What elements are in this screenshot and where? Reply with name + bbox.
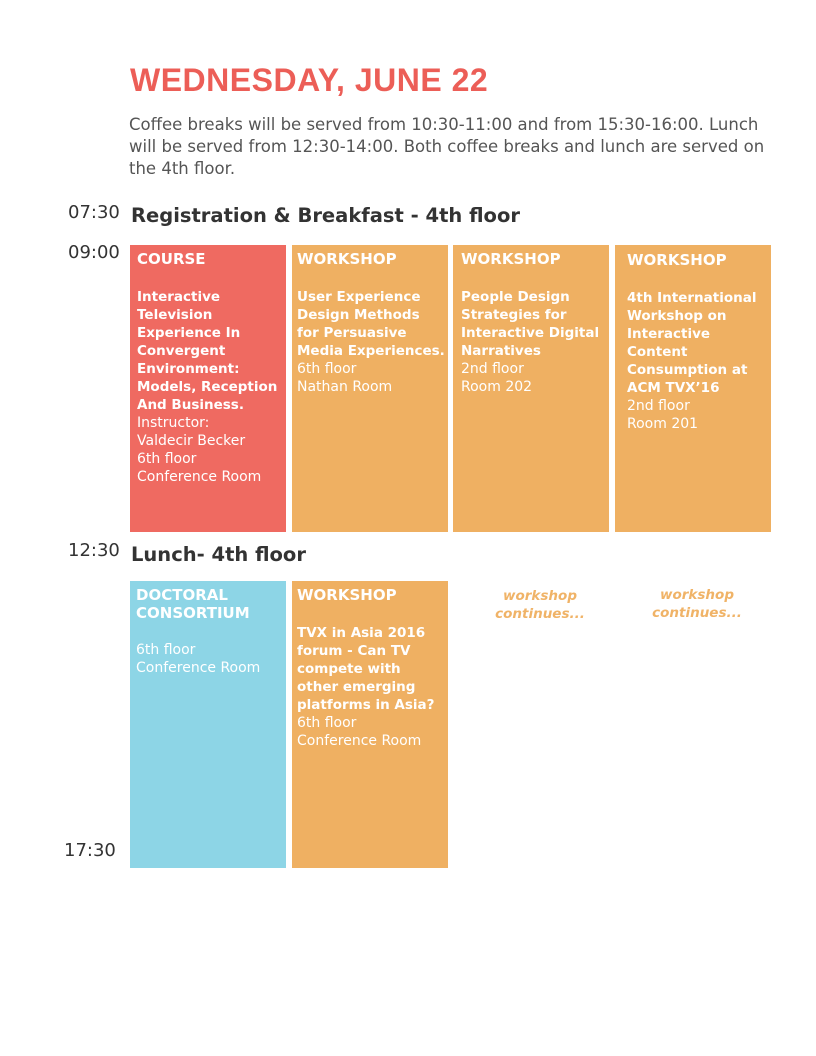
- workshop-card-tvx-asia[interactable]: [292, 581, 448, 868]
- course-card[interactable]: [130, 245, 286, 532]
- page-title: WEDNESDAY, JUNE 22: [130, 62, 489, 98]
- time-0900: 09:00: [68, 242, 120, 263]
- session-title: Interactive Television Experience In Convergent Environment: Models, Reception And Business.: [137, 289, 278, 413]
- session-detail: Nathan Room: [297, 379, 393, 395]
- session-detail: Conference Room: [137, 469, 262, 485]
- session-type-label: DOCTORAL CONSORTIUM: [136, 586, 250, 622]
- session-detail: 2nd floor: [627, 398, 690, 414]
- workshop-card-people-design[interactable]: [453, 245, 609, 532]
- doctoral-consortium-card[interactable]: [130, 581, 286, 868]
- workshop-card-content-consumption[interactable]: [615, 245, 771, 532]
- session-detail: Room 201: [627, 416, 699, 432]
- workshop-continues-note: workshop continues...: [495, 588, 585, 622]
- session-detail: 6th floor: [297, 715, 357, 731]
- session-type-label: WORKSHOP: [297, 250, 397, 268]
- session-type-label: WORKSHOP: [627, 251, 727, 269]
- session-detail: 6th floor: [137, 451, 197, 467]
- intro-text: Coffee breaks will be served from 10:30-11:00 and from 15:30-16:00. Lunch will be served from 12:30-14:00. Both coffee breaks and lunch are served on the 4th floor.: [129, 115, 765, 178]
- session-title: User Experience Design Methods for Persuasive Media Experiences.: [297, 289, 445, 359]
- time-1730: 17:30: [64, 840, 116, 861]
- session-title: 4th International Workshop on Interactive Content Consumption at ACM TVX’16: [627, 290, 757, 396]
- session-detail: 6th floor: [297, 361, 357, 377]
- session-type-label: WORKSHOP: [297, 586, 397, 604]
- session-title: TVX in Asia 2016 forum - Can TV compete with other emerging platforms in Asia?: [297, 625, 435, 713]
- session-detail: Instructor:: [137, 415, 210, 431]
- session-detail: 6th floor: [136, 642, 196, 658]
- time-1230: 12:30: [68, 540, 120, 561]
- workshop-card-ux[interactable]: [292, 245, 448, 532]
- session-detail: Valdecir Becker: [137, 433, 246, 449]
- time-0730: 07:30: [68, 202, 120, 223]
- session-detail: Conference Room: [297, 733, 422, 749]
- workshop-continues-note: workshop continues...: [652, 587, 742, 621]
- session-detail: Room 202: [461, 379, 533, 395]
- session-detail: Conference Room: [136, 660, 261, 676]
- lunch-event: Lunch- 4th floor: [131, 543, 306, 566]
- session-detail: 2nd floor: [461, 361, 524, 377]
- session-title: People Design Strategies for Interactive Digital Narratives: [461, 289, 600, 359]
- session-type-label: WORKSHOP: [461, 250, 561, 268]
- registration-event: Registration & Breakfast - 4th floor: [131, 204, 520, 227]
- session-type-label: COURSE: [137, 250, 206, 268]
